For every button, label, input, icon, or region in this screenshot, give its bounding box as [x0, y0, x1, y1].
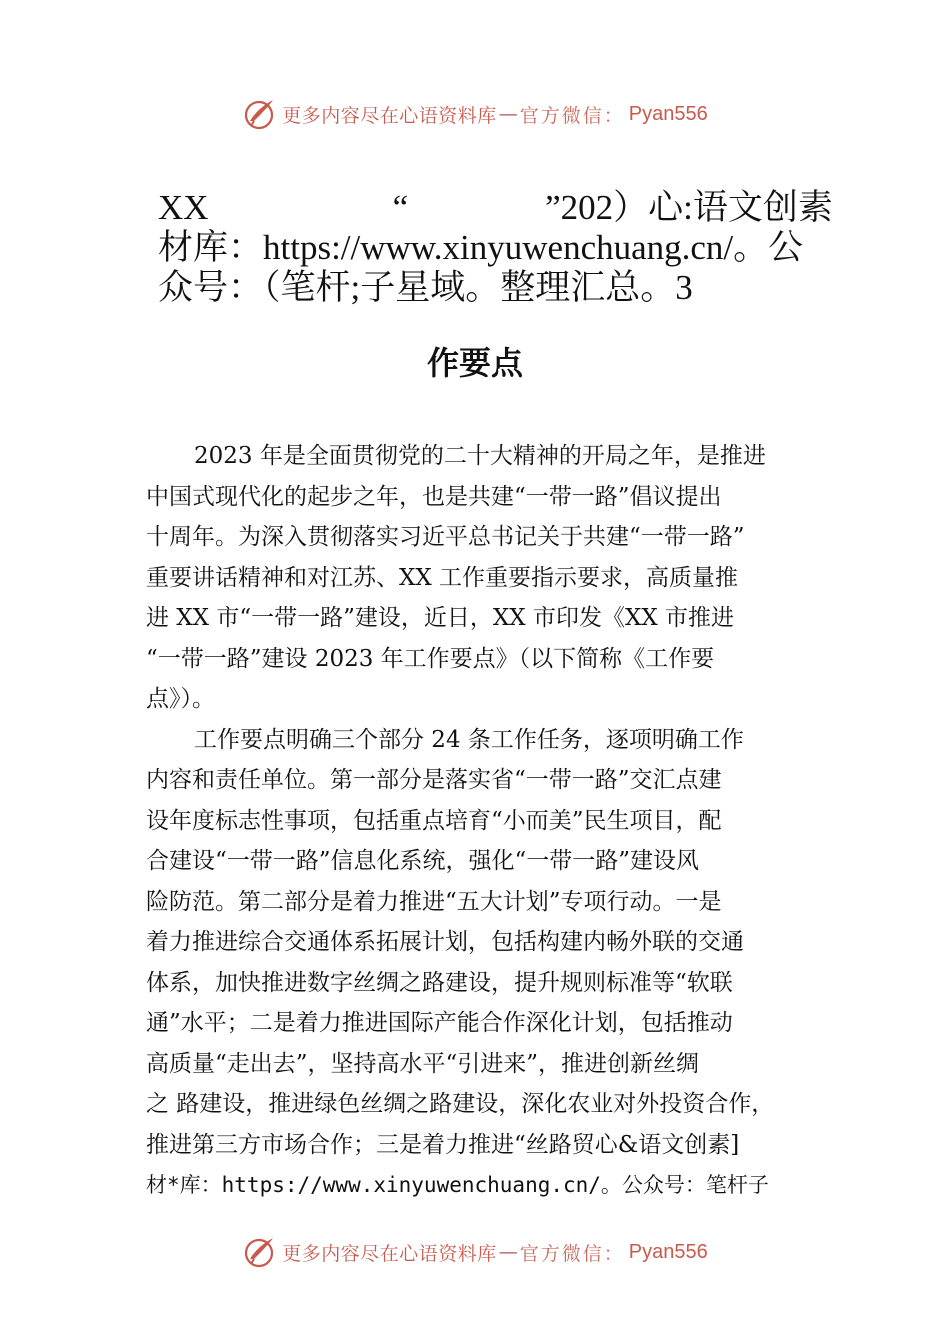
banner-site-text: 更多内容尽在心语资料库 — [282, 1242, 497, 1265]
quill-logo-icon — [242, 1235, 276, 1269]
paragraph-line: 险防范。第二部分是着力推进“五大计划”专项行动。一是 — [146, 888, 722, 915]
document-body — [146, 436, 836, 1206]
paragraph-line: 重要讲话精神和对江苏、XX 工作重要指示要求，高质量推 — [146, 564, 739, 591]
paragraph-line: 十周年。为深入贯彻落实习近平总书记关于共建“一带一路” — [146, 524, 745, 550]
paragraph-line: 着力推进综合交通体系拓展计划，包括构建内畅外联的交通 — [146, 929, 744, 955]
paragraph-line: 材*库：https://www.xinyuwenchuang.cn/。公众号：笔杆子 — [146, 1173, 769, 1197]
paragraph-line: 合建设“一带一路”信息化系统，强化“一带一路”建设风 — [146, 848, 700, 874]
paragraph-line: 中国式现代化的起步之年，也是共建“一带一路”倡议提出 — [146, 483, 722, 510]
title-line-1 — [158, 188, 848, 228]
paragraph-line: 体系，加快推进数字丝绸之路建设，提升规则标准等“软联 — [146, 969, 733, 996]
footer-banner — [0, 1232, 950, 1272]
paragraph-line: 2023 年是全面贯彻党的二十大精神的开局之年，是推进 — [194, 443, 766, 469]
banner-site-text: 更多内容尽在心语资料库 — [282, 104, 497, 127]
paragraph-line: 点》）。 — [146, 686, 215, 712]
title-line1-tail: ”202）心:语文创素 — [545, 188, 833, 227]
paragraph-line: “一带一路”建设 2023 年工作要点》（以下简称《工作要 — [146, 645, 715, 672]
title-xx: XX — [158, 188, 209, 227]
banner-wechat-label: 官方微信： — [519, 1242, 625, 1265]
paragraph-line: 推进第三方市场合作；三是着力推进“丝路贸心&语文创素] — [146, 1131, 740, 1158]
title-line-2: 材库：https://www.xinyuwenchuang.cn/。公 — [158, 228, 804, 267]
paragraph-line: 通”水平；二是着力推进国际产能合作深化计划，包括推动 — [146, 1010, 733, 1036]
paragraph-line: 高质量“走出去”，坚持高水平“引进来”，推进创新丝绸 — [146, 1050, 700, 1077]
paragraph-line: 之 路建设，推进绿色丝绸之路建设，深化农业对外投资合作， — [146, 1091, 775, 1117]
banner-wechat-id: Pyan556 — [628, 1240, 708, 1263]
document-title — [158, 188, 848, 308]
banner-wechat-id: Pyan556 — [628, 102, 708, 125]
title-line-3: 众号：（笔杆;子星域。整理汇总。3 — [158, 268, 693, 307]
title-open-quote: “ — [392, 188, 409, 227]
banner-dash: — — [498, 103, 518, 125]
paragraph-line: 内容和责任单位。第一部分是落实省“一带一路”交汇点建 — [146, 767, 722, 793]
banner-wechat-label: 官方微信： — [519, 104, 625, 127]
paragraph-line: 设年度标志性事项，包括重点培育“小而美”民生项目，配 — [146, 807, 722, 834]
header-banner — [0, 94, 950, 134]
document-subtitle: 作要点 — [426, 344, 523, 382]
quill-logo-icon — [242, 97, 276, 131]
banner-dash: — — [498, 1241, 518, 1263]
paragraph-line: 进 XX 市“一带一路”建设，近日，XX 市印发《XX 市推进 — [146, 605, 735, 631]
paragraph-line: 工作要点明确三个部分 24 条工作任务，逐项明确工作 — [194, 726, 744, 753]
